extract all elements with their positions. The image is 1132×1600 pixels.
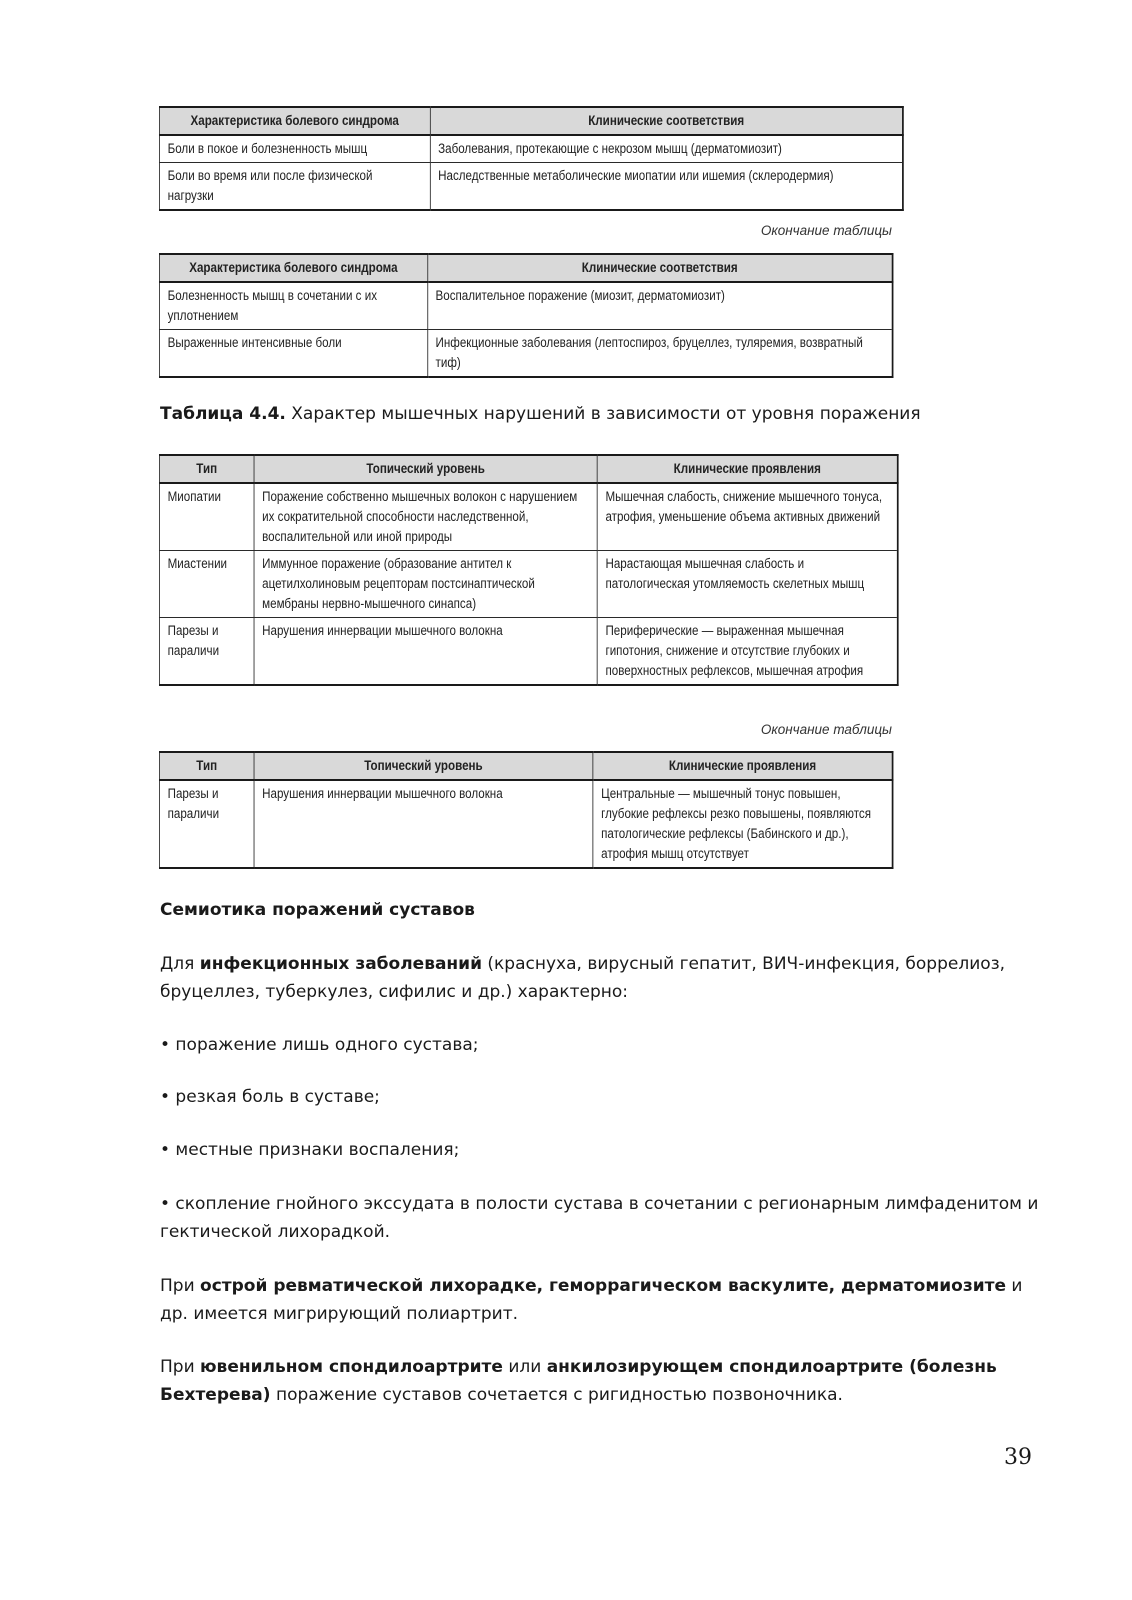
table-cell: Поражение собственно мышечных волокон с нарушением их сократительной способности наследственной, воспалительной или иной природы [254, 483, 597, 551]
table-header-cell: Клинические проявления [597, 455, 897, 483]
table-header-cell: Тип [159, 752, 254, 780]
bold-run: ювенильном спондилоартрите [200, 1357, 503, 1377]
table-cell: Нарушения иннервации мышечного волокна [254, 618, 597, 686]
list-item: • местные признаки воспаления; [160, 1140, 460, 1160]
table-header-row [159, 107, 902, 135]
table-row [159, 618, 897, 686]
table-header-cell: Тип [159, 455, 254, 483]
table-row [159, 483, 897, 551]
table-cell: Парезы и параличи [159, 618, 254, 686]
table-cell: Миастении [159, 551, 254, 618]
table-cell: Заболевания, протекающие с некрозом мышц (дерматомиозит) [430, 135, 903, 163]
table-cell: Боли в покое и болезненность мышц [159, 135, 429, 163]
continuation-note: Окончание таблицы [760, 722, 892, 737]
text-run: При [160, 1276, 201, 1296]
text-run: Для [160, 954, 200, 974]
text-run: поражение суставов сочетается с ригидностью позвоночника. [270, 1385, 843, 1405]
table-header-cell: Клинические соответствия [430, 107, 903, 135]
table-cell: Центральные — мышечный тонус повышен, глубокие рефлексы резко повышены, появляются патологические рефлексы (Бабинского и др.), атрофия мышц отсутствует [593, 780, 893, 868]
text-run: (краснуха, вирусный гепатит, ВИЧ-инфекция, боррелиоз, бруцеллез, туберкулез, сифилис и др.) характерно: [160, 954, 1006, 1002]
table-cell: Нарушения иннервации мышечного волокна [254, 780, 593, 868]
table-cell: Болезненность мышц в сочетании с их уплотнением [159, 282, 427, 330]
list-item: • скопление гнойного экссудата в полости сустава в сочетании с регионарным лимфаденитом и гектической лихорадкой. [160, 1194, 1039, 1242]
table-caption [160, 400, 1040, 428]
bold-run: острой ревматической лихорадке, геморрагическом васкулите, дерматомиозите [200, 1276, 1006, 1296]
pain-syndrome-table-part2 [159, 253, 893, 378]
table-caption-text: Характер мышечных нарушений в зависимости от уровня поражения [285, 404, 921, 424]
table-row [159, 551, 897, 618]
table-cell: Миопатии [159, 483, 254, 551]
table-header-cell: Топический уровень [254, 455, 597, 483]
text-run: При [160, 1357, 201, 1377]
section-heading [160, 896, 1040, 924]
table-row [159, 135, 902, 163]
table-cell: Боли во время или после физической нагрузки [159, 163, 429, 211]
table-cell: Периферические — выраженная мышечная гипотония, снижение и отсутствие глубоких и поверхностных рефлексов, мышечная атрофия [597, 618, 897, 686]
table-header-row [159, 752, 892, 780]
text-run: или [502, 1357, 547, 1377]
table-header-cell: Топический уровень [254, 752, 593, 780]
table-cell: Иммунное поражение (образование антител к ацетилхолиновым рецепторам постсинаптической мембраны нервно-мышечного синапса) [254, 551, 597, 618]
list-item: • поражение лишь одного сустава; [160, 1035, 479, 1055]
list-item: • резкая боль в суставе; [160, 1087, 380, 1107]
table-header-cell: Характеристика болевого синдрома [159, 107, 429, 135]
paragraph-infections [160, 950, 1040, 1006]
section-heading-text: Семиотика поражений суставов [160, 900, 475, 920]
bold-run: инфекционных заболеваний [199, 954, 482, 974]
muscle-disorders-table-part2 [159, 751, 893, 869]
table-row [159, 780, 892, 868]
table-row [159, 163, 902, 211]
paragraph-spondyloarthritis [160, 1353, 1040, 1409]
table-header-cell: Клинические проявления [593, 752, 893, 780]
continuation-note: Окончание таблицы [760, 223, 892, 238]
table-cell: Мышечная слабость, снижение мышечного тонуса, атрофия, уменьшение объема активных движений [597, 483, 897, 551]
table-cell: Парезы и параличи [159, 780, 254, 868]
muscle-disorders-table-part1 [159, 454, 899, 686]
bold-run: анкилозирующем спондилоартрите (болезнь Бехтерева) [160, 1357, 997, 1405]
table-header-row [159, 254, 892, 282]
table-cell: Выраженные интенсивные боли [159, 330, 427, 378]
table-header-row [159, 455, 897, 483]
table-row [159, 330, 892, 378]
table-header-cell: Характеристика болевого синдрома [159, 254, 427, 282]
table-row [159, 282, 892, 330]
table-cell: Воспалительное поражение (миозит, дерматомиозит) [427, 282, 892, 330]
paragraph-polyarthritis [160, 1272, 1040, 1328]
table-cell: Нарастающая мышечная слабость и патологическая утомляемость скелетных мышц [597, 551, 897, 618]
table-cell: Инфекционные заболевания (лептоспироз, бруцеллез, туляремия, возвратный тиф) [427, 330, 892, 378]
text-run: и др. имеется мигрирующий полиартрит. [160, 1276, 1023, 1324]
table-header-cell: Клинические соответствия [427, 254, 892, 282]
page-number: 39 [1004, 1445, 1032, 1470]
table-caption-label: Таблица 4.4. [160, 404, 286, 424]
pain-syndrome-table-part1 [159, 106, 904, 211]
table-cell: Наследственные метаболические миопатии или ишемия (склеродермия) [430, 163, 903, 211]
